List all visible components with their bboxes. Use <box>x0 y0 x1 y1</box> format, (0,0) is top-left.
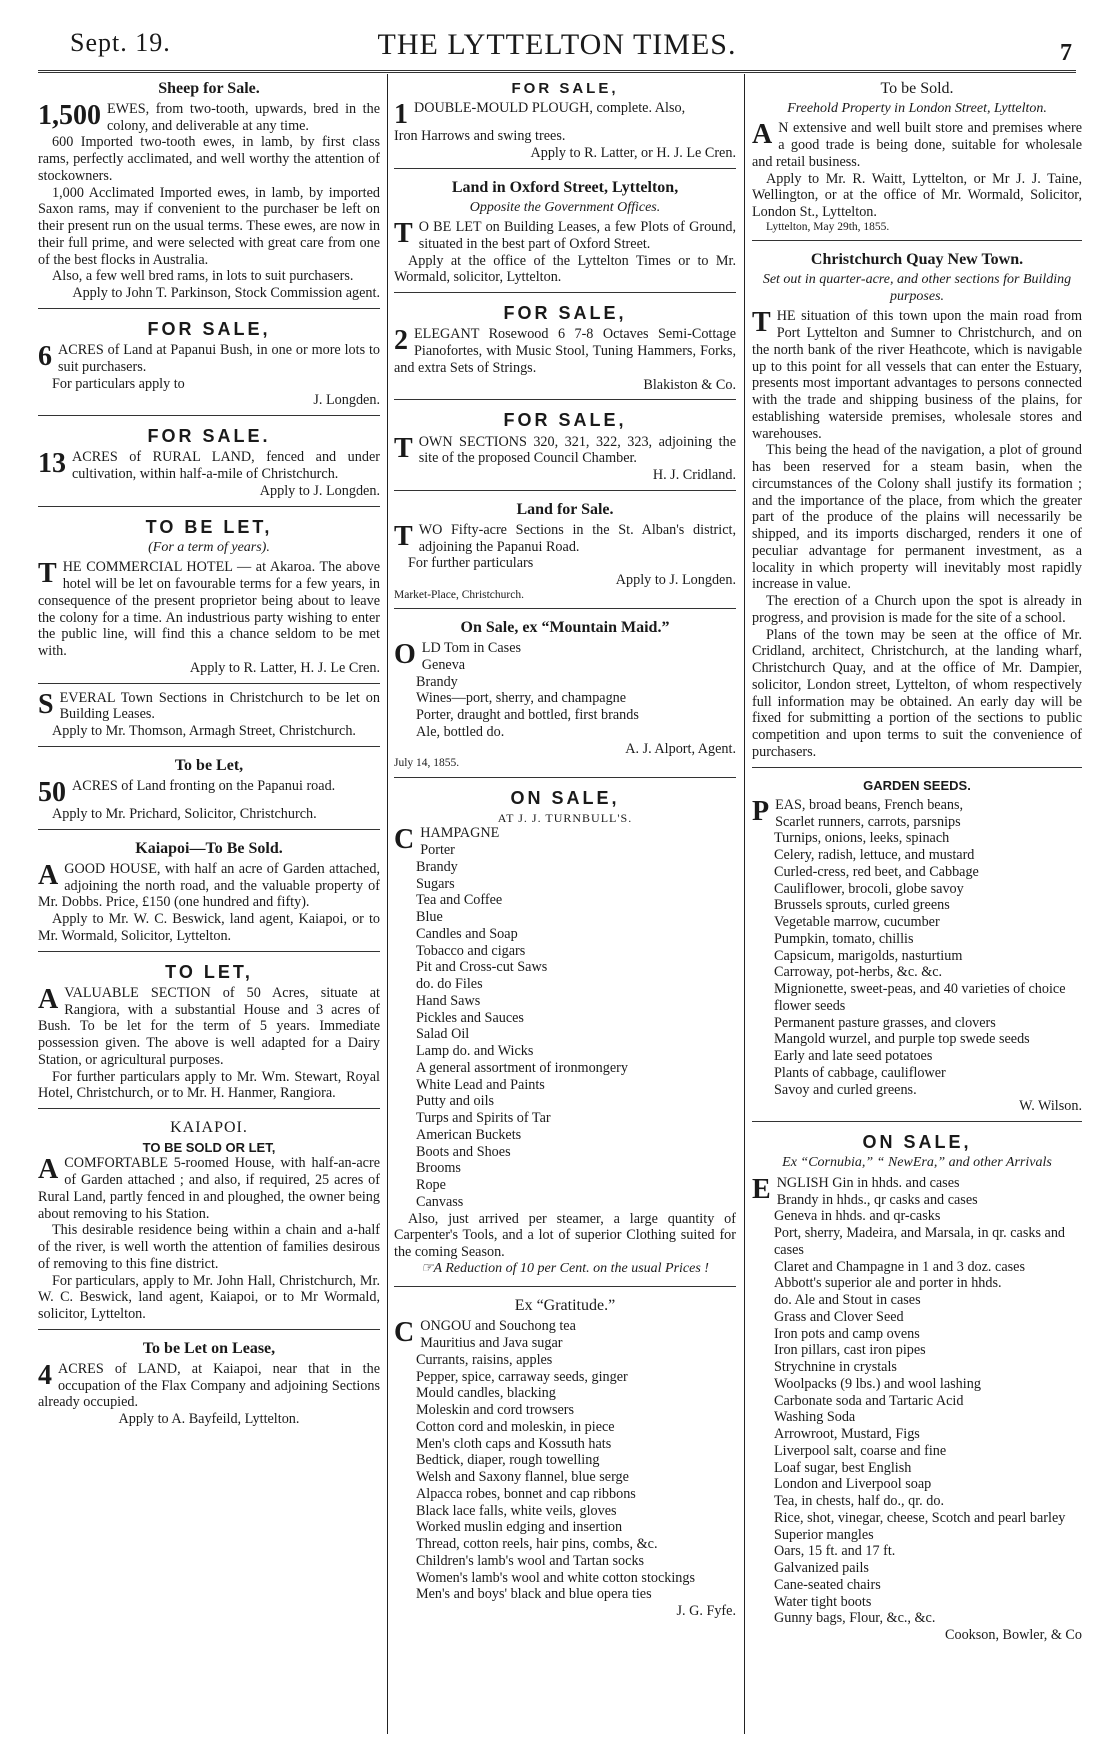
advert-rural-land <box>38 420 380 506</box>
list-item: Hand Saws <box>416 992 481 1009</box>
list-item: Carbonate soda and Tartaric Acid <box>774 1392 964 1409</box>
list-item: Plants of cabbage, cauliflower <box>774 1064 946 1081</box>
list-item: Pickles and Sauces <box>416 1009 524 1026</box>
advert-heading: To be Let on Lease, <box>142 1339 276 1357</box>
list-item: Galvanized pails <box>774 1560 869 1577</box>
list-item: Brooms <box>416 1160 461 1177</box>
advert-text: COMFORTABLE 5-roomed House, with half-an-acre of Garden attached ; and also, if required, 25 acres of Rural Land, partly fenced in and ploughed, the owner being about removing to his Station. <box>38 1155 380 1222</box>
advert-heading: ON SALE, <box>862 1132 972 1153</box>
advert-paragraph: Iron Harrows and swing trees. <box>394 128 566 145</box>
list-item: Tobacco and cigars <box>416 942 526 959</box>
advert-text: ACRES of Land at Papanui Bush, in one or more lots to suit purchasers. <box>58 342 380 375</box>
page-number: 7 <box>1060 40 1072 66</box>
list-item: A general assortment of ironmongery <box>416 1059 628 1076</box>
advert-text: ELEGANT Rosewood 6 7-8 Octaves Semi-Cottage Pianofortes, with Music Stool, Tuning Hammers, Forks, and extra Sets of Strings. <box>394 326 736 376</box>
list-item: Canvass <box>416 1193 464 1210</box>
advert-heading: ON SALE, <box>510 788 620 809</box>
list-item: Cotton cord and moleskin, in piece <box>416 1418 615 1435</box>
list-item: Pumpkin, tomato, chillis <box>774 930 914 947</box>
advert-signature: J. G. Fyfe. <box>676 1603 736 1620</box>
list-item: Men's cloth caps and Kossuth hats <box>416 1435 612 1452</box>
list-item: White Lead and Paints <box>416 1076 545 1093</box>
list-item: Savoy and curled greens. <box>774 1081 917 1098</box>
advert-lease-kaiapoi <box>38 1334 380 1434</box>
lead-initial: A <box>38 983 59 1015</box>
list-item: Cauliflower, brocoli, globe savoy <box>774 880 964 897</box>
advert-text: DOUBLE-MOULD PLOUGH, complete. Also, <box>414 99 686 116</box>
list-item: Gunny bags, Flour, &c., &c. <box>774 1610 936 1627</box>
advert-heading: Ex “Gratitude.” <box>514 1297 616 1315</box>
list-item: Cane-seated chairs <box>774 1576 881 1593</box>
advert-body <box>394 434 736 468</box>
list-item: Iron pots and camp ovens <box>774 1325 920 1342</box>
advert-paragraph: For particulars apply to <box>52 375 185 392</box>
list-item: Currants, raisins, apples <box>416 1351 553 1368</box>
advert-text: GOOD HOUSE, with half an acre of Garden attached, adjoining the north road, and the valuable property of Mr. Dobbs. Price, £150 (one hundred and fifty). <box>38 860 380 911</box>
advert-heading: TO BE LET, <box>145 516 273 537</box>
advert-text: OWN SECTIONS 320, 321, 322, 323, adjoining the site of the proposed Council Chamber. <box>418 433 736 467</box>
advert-body <box>38 776 380 808</box>
advert-kaiapoi-house <box>38 834 380 952</box>
list-item: Children's lamb's wool and Tartan socks <box>416 1552 645 1569</box>
advert-paragraph: Also, just arrived per steamer, a large quantity of Carpenter's Tools, and a lot of superior Clothing suited for the coming Season. <box>394 1210 736 1261</box>
advert-text: EWES, from two-tooth, upwards, bred in the colony, and deliverable at any time. <box>107 100 380 134</box>
list-item: PEAS, broad beans, French beans, <box>752 795 964 827</box>
advert-paragraph: 600 Imported two-tooth ewes, in lamb, by first class rams, perfectly acclimated, and well worthy the attention of stockowners. <box>38 134 380 184</box>
list-item: Permanent pasture grasses, and clovers <box>774 1014 996 1031</box>
advert-signature: Apply to John T. Parkinson, Stock Commission agent. <box>72 285 380 302</box>
advert-text: HE COMMERCIAL HOTEL — at Akaroa. The above hotel will be let on favourable terms for a few years, in consequence of the present proprietor being about to leave the colony for a time. An industrious party wishing to enter the public line, will find this a chance seldom to be met with. <box>38 559 380 660</box>
lead-initial: P <box>752 795 770 827</box>
advert-body <box>38 861 380 911</box>
list-item: do. Ale and Stout in cases <box>774 1292 921 1309</box>
advert-subheading: TO BE SOLD OR LET, <box>142 1140 276 1156</box>
advert-paragraph: Apply at the office of the Lyttelton Times or to Mr. Wormald, solicitor, Lyttelton. <box>394 252 736 286</box>
lead-initial: 2 <box>394 325 408 357</box>
lead-initial: T <box>752 307 771 339</box>
lead-initial: 1 <box>394 98 408 130</box>
list-item: Thread, cotton reels, hair pins, combs, &c. <box>416 1536 658 1553</box>
advert-body <box>38 690 380 724</box>
list-item: Turps and Spirits of Tar <box>416 1110 551 1127</box>
advert-heading: Land in Oxford Street, Lyttelton, <box>451 178 679 196</box>
list-item: Worked muslin edging and insertion <box>416 1519 623 1536</box>
advert-subheading: Opposite the Government Offices. <box>469 199 661 215</box>
item-list <box>752 797 1082 1099</box>
advert-heading: FOR SALE. <box>147 426 271 447</box>
column-3 <box>752 74 1082 1734</box>
list-item: Pit and Cross-cut Saws <box>416 959 548 976</box>
list-item: do. do Files <box>416 976 483 993</box>
list-item: Vegetable marrow, cucumber <box>774 914 940 931</box>
list-item: Mould candles, blacking <box>416 1385 556 1402</box>
masthead <box>0 0 1114 74</box>
advert-subheading: Set out in quarter-acre, and other sections for Building purposes. <box>762 272 1072 304</box>
advert-body <box>752 308 1082 442</box>
list-item: Black lace falls, white veils, gloves <box>416 1502 617 1519</box>
advert-paragraph: Apply to Mr. W. C. Beswick, land agent, Kaiapoi, or to Mr. Wormald, Solicitor, Lyttelton. <box>38 911 380 944</box>
advert-quay-new-town <box>752 245 1082 767</box>
lead-initial: 4 <box>38 1359 52 1391</box>
advert-heading: FOR SALE, <box>503 410 627 431</box>
list-item: Sugars <box>416 875 455 892</box>
list-item: Celery, radish, lettuce, and mustard <box>774 847 975 864</box>
list-item: Mauritius and Java sugar <box>420 1335 563 1352</box>
list-item: Washing Soda <box>774 1409 856 1426</box>
advert-subheading: (For a term of years). <box>148 539 270 555</box>
list-item: Tea, in chests, half do., qr. do. <box>774 1493 945 1510</box>
lead-initial: T <box>38 558 57 590</box>
lead-initial: A <box>38 859 59 891</box>
list-item: Woolpacks (9 lbs.) and wool lashing <box>774 1375 981 1392</box>
advert-paragraph: Apply to Mr. Thomson, Armagh Street, Christchurch. <box>52 723 356 740</box>
advert-heading: To be Sold. <box>880 80 954 97</box>
list-item: Rice, shot, vinegar, cheese, Scotch and pearl barley <box>774 1509 1066 1526</box>
advert-signature: Apply to R. Latter, H. J. Le Cren. <box>189 659 380 676</box>
advert-signature: W. Wilson. <box>1019 1098 1082 1115</box>
advert-commercial-hotel <box>38 511 380 684</box>
advert-paragraph: Apply to Mr. R. Waitt, Lyttelton, or Mr J. J. Taine, Wellington, or at the office of Mr. Wormald, Solicitor, London St., Lyttelton. <box>752 170 1082 221</box>
advert-paragraph: Also, a few well bred rams, in lots to suit purchasers. <box>52 268 354 285</box>
list-item: Rope <box>416 1177 446 1194</box>
advert-cookson-bowler <box>752 1126 1082 1650</box>
advert-note: ☞A Reduction of 10 per Cent. on the usual Prices ! <box>421 1260 709 1276</box>
advert-paragraph: 1,000 Acclimated Imported ewes, in lamb, by imported Saxon rams, may if convenient to the purchaser be left on their present run on the usual terms. These ewes, are now in their full prime, and were selected with great care from one of the best flocks in Australia. <box>38 184 380 268</box>
advert-mountain-maid <box>394 613 736 778</box>
advert-body <box>394 326 736 376</box>
lead-initial: C <box>394 1317 415 1349</box>
list-item: Ale, bottled do. <box>416 723 505 740</box>
advert-gratitude <box>394 1291 736 1625</box>
lead-initial: O <box>394 639 416 671</box>
advert-town-sections <box>38 688 380 747</box>
list-item: Geneva <box>421 656 466 673</box>
list-item: Claret and Champagne in 1 and 3 doz. cases <box>774 1258 1025 1275</box>
lead-initial: T <box>394 432 413 464</box>
advert-heading: FOR SALE, <box>147 318 271 339</box>
list-item: Strychnine in crystals <box>774 1359 897 1376</box>
list-item: Wines—port, sherry, and champagne <box>416 690 627 707</box>
list-item: Lamp do. and Wicks <box>416 1043 534 1060</box>
list-item: Porter, draught and bottled, first brands <box>416 707 639 724</box>
list-item: Tea and Coffee <box>416 892 503 909</box>
list-item: Curled-cress, red beet, and Cabbage <box>774 863 979 880</box>
advert-heading: KAIAPOI. <box>170 1119 248 1137</box>
advert-text: ACRES of RURAL LAND, fenced and under cultivation, within half-a-mile of Christchurch. <box>72 449 380 483</box>
list-item: Boots and Shoes <box>416 1143 511 1160</box>
list-item: OLD Tom in Cases <box>394 639 522 671</box>
column-2 <box>394 74 736 1734</box>
list-item: Women's lamb's wool and white cotton stockings <box>416 1569 696 1586</box>
list-item: Mangold wurzel, and purple top swede seeds <box>774 1031 1030 1048</box>
advert-body <box>752 120 1082 170</box>
advert-date: Lyttelton, May 29th, 1855. <box>766 220 890 233</box>
lead-initial: 50 <box>38 776 66 808</box>
advert-signature: Apply to J. Longden. <box>259 482 380 499</box>
list-item: Welsh and Saxony flannel, blue serge <box>416 1469 629 1486</box>
masthead-rule <box>38 70 1076 73</box>
advert-signature: Apply to J. Longden. <box>615 572 736 589</box>
advert-heading: Sheep for Sale. <box>158 80 260 97</box>
advert-pianofortes <box>394 297 736 400</box>
advert-signature: Cookson, Bowler, & Co <box>945 1627 1082 1644</box>
issue-date: Sept. 19. <box>70 28 171 57</box>
lead-initial: 13 <box>38 448 66 480</box>
advert-heading: Christchurch Quay New Town. <box>810 251 1024 269</box>
lead-initial: C <box>394 824 415 856</box>
list-item: Scarlet runners, carrots, parsnips <box>775 813 961 830</box>
advert-subheading: Freehold Property in London Street, Lyttelton. <box>787 100 1047 116</box>
item-list <box>752 1175 1082 1627</box>
advert-signature: J. Longden. <box>313 392 380 409</box>
advert-text: ACRES of Land fronting on the Papanui road. <box>72 777 336 794</box>
list-item: Pepper, spice, carraway seeds, ginger <box>416 1368 628 1385</box>
list-item: Blue <box>416 909 443 926</box>
list-item: American Buckets <box>416 1126 522 1143</box>
advert-body <box>394 219 736 253</box>
advert-rangiora-section <box>38 956 380 1109</box>
advert-subheading: Ex “Cornubia,” “ NewEra,” and other Arrivals <box>782 1155 1052 1171</box>
advert-heading: On Sale, ex “Mountain Maid.” <box>460 619 670 637</box>
advert-body <box>38 1155 380 1222</box>
advert-garden-seeds <box>752 772 1082 1123</box>
lead-initial: T <box>394 520 413 552</box>
column-1 <box>38 74 380 1734</box>
advert-text: N extensive and well built store and premises where a good trade is being done, suitable for wholesale and retail business. <box>752 120 1082 170</box>
advert-signature: A. J. Alport, Agent. <box>625 740 736 757</box>
newspaper-title: THE LYTTELTON TIMES. <box>377 28 737 61</box>
advert-land-for-sale <box>394 495 736 609</box>
advert-paragraph: The erection of a Church upon the spot is already in progress, and provision is made for the site of a school. <box>752 593 1082 626</box>
list-item: Moleskin and cord trowsers <box>416 1402 575 1419</box>
advert-paragraph: For particulars, apply to Mr. John Hall, Christchurch, Mr. W. C. Beswick, land agent, Kaiapoi, or to Mr Wormald, solicitor, Lyttelton. <box>38 1272 380 1323</box>
lead-initial: S <box>38 688 54 720</box>
advert-subheading: AT J. J. TURNBULL'S. <box>497 811 633 826</box>
lead-initial: A <box>38 1154 59 1186</box>
list-item: Carroway, pot-herbs, &c. &c. <box>774 964 943 981</box>
advert-oxford-street <box>394 173 736 293</box>
list-item: Candles and Soap <box>416 925 518 942</box>
list-item: CONGOU and Souchong tea <box>394 1317 576 1349</box>
item-list <box>394 825 736 1210</box>
advert-text: ACRES of LAND, at Kaiapoi, near that in the occupation of the Flax Company and adjoining Sections already occupied. <box>38 1360 380 1411</box>
list-item: ENGLISH Gin in hhds. and cases <box>752 1173 960 1205</box>
advert-papanui-road <box>38 751 380 830</box>
advert-signature: Apply to A. Bayfeild, Lyttelton. <box>118 1411 300 1427</box>
advert-paragraph: This being the head of the navigation, a plot of ground has been reserved for a steam basin, when the circumstances of the Colony shall justify its formation ; and the importance of the place, from which the greater part of the produce of the plains will necessarily be shipped, and its imports discharged, renders it one of peculiar advantage for permanent investment, as a locality in which property will inevitably most rapidly increase in value. <box>752 442 1082 593</box>
advert-body <box>38 342 380 376</box>
advert-body <box>38 101 380 135</box>
list-item: Early and late seed potatoes <box>774 1048 933 1065</box>
advert-heading: FOR SALE, <box>503 303 627 324</box>
lead-initial: A <box>752 119 773 151</box>
advert-body <box>394 98 736 130</box>
advert-body <box>38 559 380 660</box>
column-divider <box>744 74 745 1734</box>
advert-turnbull <box>394 782 736 1287</box>
advert-heading: Land for Sale. <box>516 500 614 518</box>
advert-kaiapoi-residence <box>38 1113 380 1330</box>
list-item: Bedtick, diaper, rough towelling <box>416 1452 600 1469</box>
advert-text: O BE LET on Building Leases, a few Plots of Ground, situated in the best part of Oxford Street. <box>418 219 736 252</box>
list-item: London and Liverpool soap <box>774 1476 932 1493</box>
advert-signature: Apply to R. Latter, or H. J. Le Cren. <box>530 145 736 162</box>
advert-store-premises <box>752 74 1082 241</box>
list-item: Loaf sugar, best English <box>774 1459 912 1476</box>
advert-body <box>38 985 380 1069</box>
list-item: Capsicum, marigolds, nasturtium <box>774 947 963 964</box>
advert-heading: To be Let, <box>174 756 244 774</box>
list-item: Liverpool salt, coarse and fine <box>774 1442 947 1459</box>
lead-initial: 6 <box>38 341 52 373</box>
lead-initial: E <box>752 1173 771 1205</box>
advert-papanui-acres <box>38 313 380 416</box>
list-item: Salad Oil <box>416 1026 470 1043</box>
advert-text: EVERAL Town Sections in Christchurch to be let on Building Leases. <box>59 689 380 723</box>
list-item: Porter <box>420 842 455 859</box>
advert-body <box>38 449 380 483</box>
list-item: Oars, 15 ft. and 17 ft. <box>774 1543 896 1560</box>
list-item: Superior mangles <box>774 1526 874 1543</box>
advert-heading: TO LET, <box>165 961 253 982</box>
list-item: Port, sherry, Madeira, and Marsala, in qr. casks and cases <box>774 1225 1066 1258</box>
advert-footnote: Market-Place, Christchurch. <box>394 588 524 601</box>
advert-text: VALUABLE SECTION of 50 Acres, situate at Rangiora, with a substantial House and 3 acres of Bush. To be let for the term of 5 years. Immediate possession given. The above is well adapted for a Dairy Station, or agricultural purposes. <box>38 984 380 1068</box>
advert-heading: FOR SALE, <box>511 80 619 97</box>
advert-paragraph: This desirable residence being within a chain and a-half of the river, is well worth the attention of families desirous of removing to this fine district. <box>38 1222 380 1272</box>
advert-heading: Kaiapoi—To Be Sold. <box>135 840 283 858</box>
column-divider <box>387 74 388 1734</box>
advert-body <box>38 1361 380 1411</box>
lead-initial: T <box>394 218 413 250</box>
list-item: Arrowroot, Mustard, Figs <box>774 1426 920 1443</box>
advert-signature: H. J. Cridland. <box>652 467 736 484</box>
advert-sheep-for-sale <box>38 74 380 309</box>
advert-text: HE situation of this town upon the main road from Port Lyttelton and Sumner to Christchurch, and on the north bank of the river Heathcote, which is navigable up to this point for all vessels that can enter the Estuary, presents most important advantages to persons connected with the trade and shipping business of the plains, for establishing waterside premises, wholesale stores and warehouses. <box>752 308 1082 442</box>
list-item: Turnips, onions, leeks, spinach <box>774 830 950 847</box>
advert-plough <box>394 74 736 169</box>
list-item: Mignionette, sweet-peas, and 40 varieties of choice flower seeds <box>774 981 1066 1014</box>
advert-signature: Blakiston & Co. <box>643 376 736 393</box>
list-item: Iron pillars, cast iron pipes <box>774 1342 926 1359</box>
lead-initial: 1,500 <box>38 99 101 131</box>
list-item: Alpacca robes, bonnet and cap ribbons <box>416 1485 636 1502</box>
item-list <box>394 1318 736 1603</box>
advert-text: WO Fifty-acre Sections in the St. Alban's district, adjoining the Papanui Road. <box>418 521 736 555</box>
advert-paragraph: For further particulars <box>408 555 534 572</box>
advert-town-sections-sale <box>394 404 736 490</box>
list-item: Brandy <box>416 673 458 690</box>
advert-date: July 14, 1855. <box>394 757 460 770</box>
list-item: Putty and oils <box>416 1093 495 1110</box>
list-item: Brussels sprouts, curled greens <box>774 897 950 914</box>
list-item: Brandy in hhds., qr casks and cases <box>776 1191 978 1208</box>
list-item: Geneva in hhds. and qr-casks <box>774 1208 941 1225</box>
list-item: CHAMPAGNE <box>394 824 500 856</box>
advert-heading: GARDEN SEEDS. <box>863 777 971 793</box>
list-item: Grass and Clover Seed <box>774 1308 904 1325</box>
list-item: Men's and boys' black and blue opera ties <box>416 1586 652 1603</box>
advert-paragraph: For further particulars apply to Mr. Wm. Stewart, Royal Hotel, Christchurch, or to Mr. H. Hanmer, Rangiora. <box>38 1068 380 1102</box>
advert-paragraph: Apply to Mr. Prichard, Solicitor, Christchurch. <box>52 806 317 823</box>
item-list <box>394 640 736 741</box>
list-item: Abbott's superior ale and porter in hhds. <box>774 1275 1002 1292</box>
list-item: Brandy <box>416 858 458 875</box>
advert-body <box>394 522 736 556</box>
advert-paragraph: Plans of the town may be seen at the office of Mr. Cridland, architect, Christchurch, at the landing wharf, Christchurch Quay, and at the office of Mr. Dampier, solicitor, London street, Lyttelton, of whom respectively full information may be obtained. An early day will be fixed for submitting a portion of the sections to public competition and upon terms to suit the convenience of purchasers. <box>752 626 1082 760</box>
list-item: Water tight boots <box>774 1593 872 1610</box>
